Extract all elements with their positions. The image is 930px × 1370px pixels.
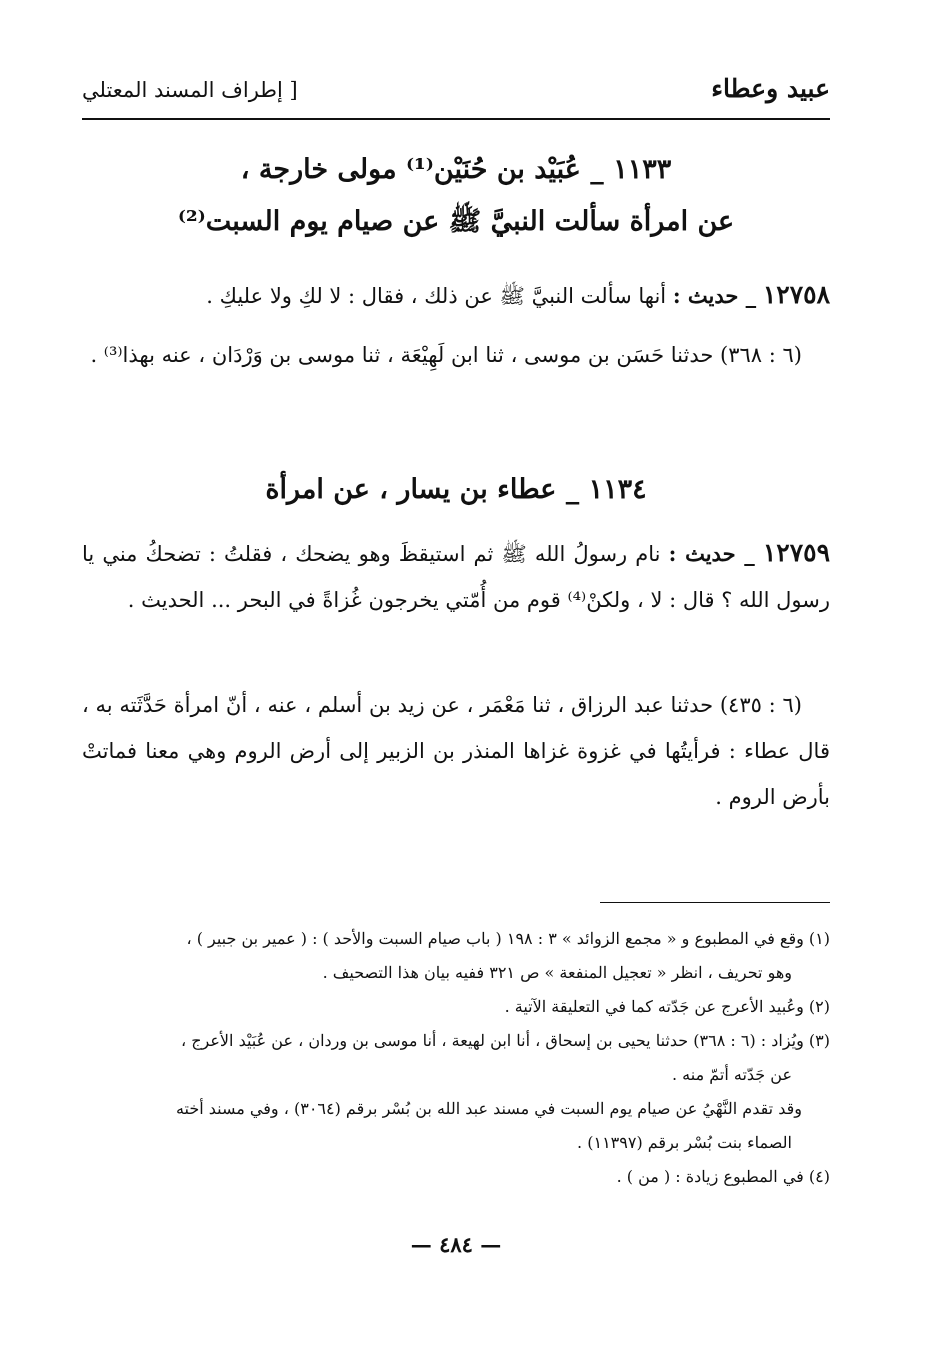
footnote-1-cont: وهو تحريف ، انظر « تعجيل المنفعة » ص ٣٢١ ففيه بيان هذا التصحيف . <box>322 963 792 982</box>
book-title: [ إطراف المسند المعتلي <box>82 78 298 102</box>
hadith-12758 <box>82 272 830 319</box>
hadith-12759 <box>82 530 830 623</box>
entry-1133-line1: ١١٣٣ _ عُبَيْد بن حُنَيْن⁽¹⁾ مولى خارجة ، <box>240 154 672 185</box>
hadith-text: نام رسولُ الله ﷺ ثم استيقظَ وهو يضحك ، فقلتُ : تضحكُ مني يا رسول الله ؟ قال : لا ، ولكنْ⁽⁴⁾ قوم من أُمّتي يخرجون غُزاةً في البحر ... الحديث . <box>82 542 830 612</box>
hadith-number: ١٢٧٥٨ <box>762 280 830 309</box>
footnote-3: (٣) ويُزاد : (٦ : ٣٦٨) حدثنا يحيى بن إسحاق ، أنا ابن لهيعة ، أنا موسى بن وردان ، عن عُبَيْد الأعرج ، <box>180 1031 830 1050</box>
hadith-number: ١٢٧٥٩ <box>762 538 831 567</box>
footnote-4: (٤) في المطبوع زيادة : ( من ) . <box>616 1167 830 1186</box>
footnotes <box>82 922 830 1194</box>
footnote-1: (١) وقع في المطبوع و « مجمع الزوائد » ٣ : ١٩٨ ( باب صيام السبت والأحد ) : ( عمير بن جبير ) ، <box>186 929 830 948</box>
footnote-divider <box>600 902 830 903</box>
chapter-title: عبيد وعطاء <box>711 74 830 103</box>
footnote-3-note: وقد تقدم النَّهْيُ عن صيام يوم السبت في مسند عبد الله بن بُسْر برقم (٣٠٦٤) ، وفي مسند أخته <box>175 1099 802 1118</box>
hadith-label: _ حديث : <box>672 283 757 308</box>
footnote-3-cont: عن جَدّته أتمّ منه . <box>672 1065 792 1084</box>
entry-1133-line2: عن امرأة سألت النبيَّ ﷺ عن صيام يوم السبت⁽²⁾ <box>177 206 735 237</box>
hadith-text: أنها سألت النبيَّ ﷺ عن ذلك ، فقال : لا لكِ ولا عليكِ . <box>206 284 667 308</box>
hadith-12759-isnad: (٦ : ٤٣٥) حدثنا عبد الرزاق ، ثنا مَعْمَر ، عن زيد بن أسلم ، عنه ، أنّ امرأة حَدَّثَته به ، قال عطاء : فرأيتُها في غزوة غزاها المنذر بن الزبير إلى أرض الروم وهي معنا فماتتْ بأرض الروم . <box>82 693 830 809</box>
hadith-label: _ حديث : <box>668 541 755 566</box>
footnote-2: (٢) وعُبيد الأعرج عن جَدّته كما في التعليقة الآتية . <box>504 997 830 1016</box>
entry-1133-heading <box>82 144 830 248</box>
page-number: — ٤٨٤ — <box>410 1232 502 1257</box>
footnote-3-note-cont: الصماء بنت بُسْر برقم (١١٣٩٧) . <box>577 1133 792 1152</box>
running-header <box>82 70 830 120</box>
entry-1134-heading: ١١٣٤ _ عطاء بن يسار ، عن امرأة <box>265 474 647 505</box>
hadith-12758-isnad: (٦ : ٣٦٨) حدثنا حَسَن بن موسى ، ثنا ابن لَهِيْعَة ، ثنا موسى بن وَرْدَان ، عنه بهذا⁽³⁾ . <box>90 343 802 367</box>
